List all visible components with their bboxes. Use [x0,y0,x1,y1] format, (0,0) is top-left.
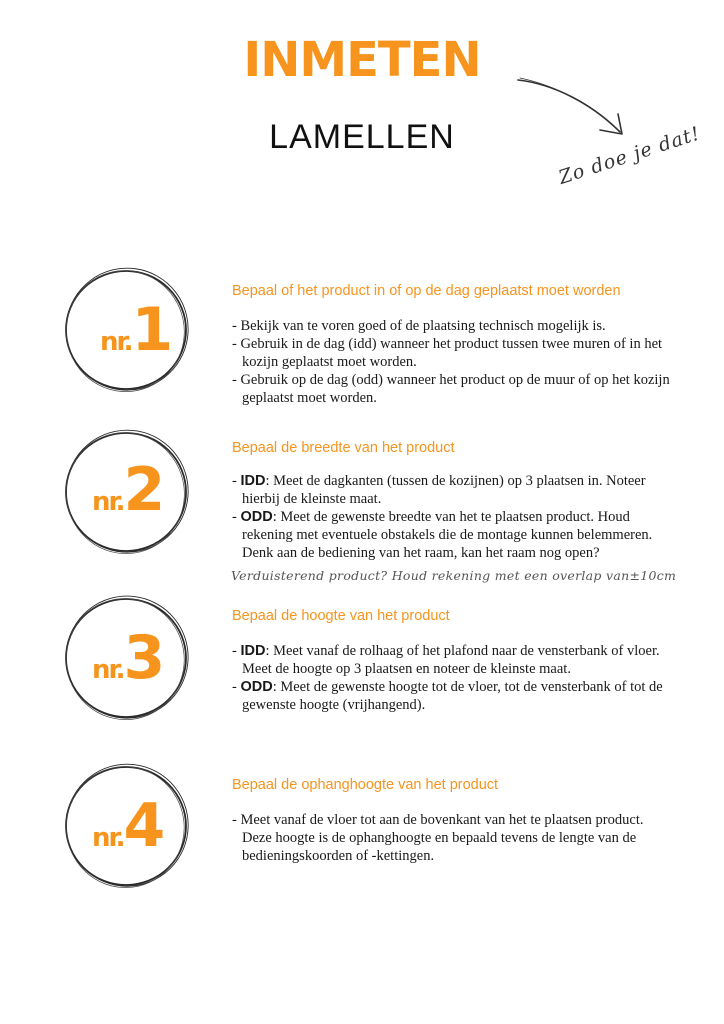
step-4-bullets [232,811,672,865]
step-1-bullets [232,317,672,407]
page-title: INMETEN [243,32,481,88]
tagline: Zo doe je dat! [556,122,704,189]
step-1-heading: Bepaal of het product in of op de dag geplaatst moet worden [232,283,621,299]
step-3-heading: Bepaal de hoogte van het product [232,608,450,624]
badge-prefix: nr. [92,655,124,685]
badge-number: 4 [123,791,164,861]
list-item: - Meet vanaf de vloer tot aan de bovenkant van het te plaatsen product. Deze hoogte is de ophanghoogte en bepaald tevens de lengte van de bedieningskoorden of -kettingen. [232,812,644,864]
badge-prefix: nr. [100,327,132,357]
badge-number: 3 [123,623,164,693]
step-3-badge [92,623,164,693]
bullet-text: : Meet de dagkanten (tussen de kozijnen) op 3 plaatsen in. Noteer hierbij de kleinste maat. [242,473,646,507]
step-2-heading: Bepaal de breedte van het product [232,440,455,456]
bullet-text: : Meet de gewenste hoogte tot de vloer, tot de vensterbank of tot de gewenste hoogte (vrijhangend). [242,679,663,713]
bullet-term: ODD [240,509,273,525]
arrow-icon [514,70,634,140]
list-item [232,678,672,714]
list-item: - Bekijk van te voren goed of de plaatsing technisch mogelijk is. [232,318,606,334]
bullet-text: : Meet de gewenste breedte van het te plaatsen product. Houd rekening met eventuele obstakels die de montage kunnen belemmeren. Denk aan de bediening van het raam, kan het raam nog open? [242,509,653,561]
list-item [232,642,672,678]
badge-number: 2 [123,455,164,525]
badge-prefix: nr. [92,823,124,853]
badge-number: 1 [131,295,172,365]
step-4-badge [92,791,164,861]
step-2-badge [92,455,164,525]
step-4-heading: Bepaal de ophanghoogte van het product [232,777,499,793]
bullet-prefix: - [232,679,241,695]
bullet-prefix: - [232,643,241,659]
page-subtitle: LAMELLEN [269,118,455,156]
list-item: - Gebruik op de dag (odd) wanneer het product op de muur of op het kozijn geplaatst moet worden. [232,372,670,406]
bullet-text: : Meet vanaf de rolhaag of het plafond naar de vensterbank of vloer. Meet de hoogte op 3 plaatsen en noteer de kleinste maat. [242,643,660,677]
step-1-badge [100,295,172,365]
step-2-bullets [232,472,672,562]
bullet-term: IDD [240,473,266,489]
bullet-prefix: - [232,509,241,525]
list-item [232,472,672,508]
list-item [232,508,672,562]
bullet-prefix: - [232,473,241,489]
list-item: - Gebruik in de dag (idd) wanneer het product tussen twee muren of in het kozijn geplaatst moet worden. [232,336,663,370]
badge-prefix: nr. [92,487,124,517]
step-3-bullets [232,642,672,714]
bullet-term: IDD [240,643,266,659]
bullet-term: ODD [240,679,273,695]
handwritten-note: Verduisterend product? Houd rekening met een overlap van±10cm [231,568,677,583]
